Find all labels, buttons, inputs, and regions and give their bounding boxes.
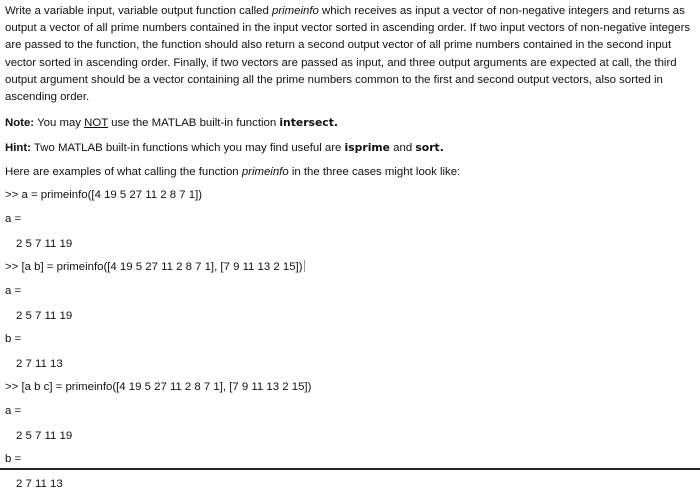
output-a-value-3: 2 5 7 11 19 — [16, 429, 73, 442]
note-not: NOT — [84, 117, 108, 130]
intro-text-1: Write a variable input, variable output function called — [5, 5, 272, 17]
hint-paragraph — [5, 139, 695, 157]
note-paragraph — [5, 114, 695, 132]
output-a-value-1: 2 5 7 11 19 — [16, 237, 73, 250]
output-a-label-3: a = — [5, 404, 22, 417]
command-line-3: >> [a b c] = primeinfo([4 19 5 27 11 2 8 7 1], [7 9 11 13 2 15]) — [5, 380, 312, 393]
function-name-primeinfo: primeinfo — [272, 5, 319, 17]
hint-and: and — [390, 142, 416, 155]
problem-document — [5, 3, 695, 491]
output-b-label-3: b = — [5, 452, 22, 465]
hint-label: Hint: — [5, 142, 31, 155]
hint-text-1: Two MATLAB built-in functions which you may find useful are — [30, 142, 345, 155]
examples-text-2: in the three cases might look like: — [288, 165, 461, 178]
command-line-2 — [5, 260, 695, 274]
intro-text-2: which receives as input a vector of non-negative integers and returns as output a vector of all prime numbers contained in the input vector sorted in ascending order. If two input vectors of non-negative integers are passed to the function, the function should also return a second output vector of all prime numbers contained in the second input vector sorted in ascending order. Finally, if two vectors are passed as input, and three output arguments are expected at call, the third output argument should be a vector containing all the prime numbers common to the first and second output vectors, also sorted in ascending order. — [5, 5, 691, 104]
output-a-label-2: a = — [5, 284, 22, 297]
note-text-2: use the MATLAB built-in function — [107, 117, 280, 130]
command-line-1: >> a = primeinfo([4 19 5 27 11 2 8 7 1]) — [5, 188, 203, 201]
intro-paragraph — [5, 3, 695, 106]
hint-function-isprime: isprime — [344, 141, 391, 155]
text-cursor — [304, 260, 305, 272]
output-b-value-3: 2 7 11 13 — [16, 477, 63, 490]
output-a-label-1: a = — [5, 212, 22, 225]
note-function-intersect: intersect. — [279, 116, 338, 130]
hint-function-sort: sort. — [415, 141, 444, 155]
command-line-2-text: >> [a b] = primeinfo([4 19 5 27 11 2 8 7 1], [7 9 11 13 2 15]) — [5, 260, 303, 273]
output-b-value-2: 2 7 11 13 — [16, 357, 63, 370]
output-b-label-2: b = — [5, 332, 22, 345]
output-a-value-2: 2 5 7 11 19 — [16, 309, 73, 322]
examples-text-1: Here are examples of what calling the function — [5, 165, 242, 178]
note-label: Note: — [5, 117, 35, 130]
examples-function-name: primeinfo — [241, 165, 289, 178]
note-text-1: You may — [34, 117, 85, 130]
examples-paragraph — [5, 164, 695, 181]
